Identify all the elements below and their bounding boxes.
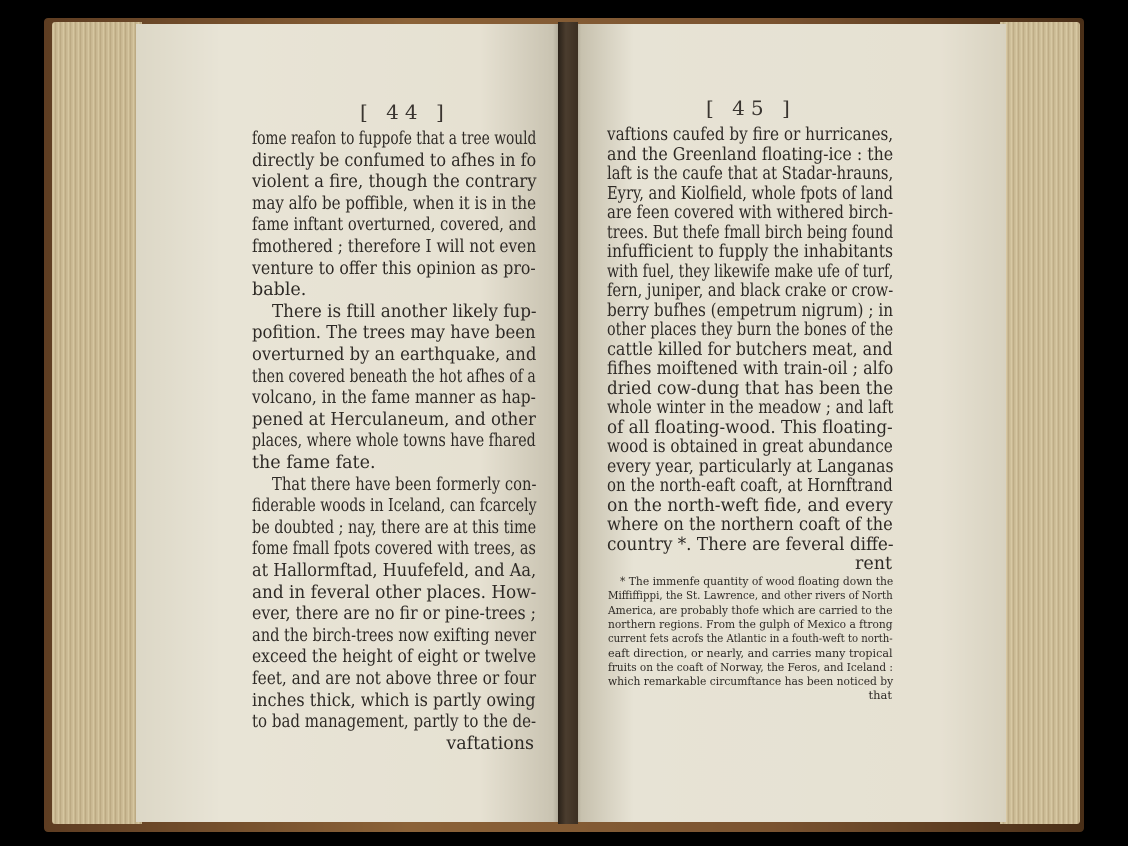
text-line: on the north-eaft coaft, at Hornftrand (607, 476, 893, 496)
text-line: pofition. The trees may have been (252, 323, 536, 344)
text-line: where on the northern coaft of the (607, 515, 893, 535)
text-line: trees. But thefe fmall birch being found (607, 222, 894, 243)
text-line: fmothered ; therefore I will not even (252, 237, 537, 257)
text-line: Eyry, and Kiolfield, whole fpots of land (607, 183, 894, 204)
text-line: berry bufhes (empetrum nigrum) ; in (607, 300, 894, 321)
text-line: vaftions caufed by fire or hurricanes, (607, 125, 894, 145)
text-line: places, where whole towns have fhared (252, 431, 536, 452)
text-line: every year, particularly at Langanas (607, 456, 894, 477)
text-line: overturned by an earthquake, and (252, 345, 537, 365)
footnote-line: current fets acrofs the Atlantic in a fouth-weft to north- (608, 631, 893, 646)
footnote-line: northern regions. From the gulph of Mexico a ftrong (608, 616, 893, 631)
text-line: inches thick, which is partly owing (252, 690, 536, 711)
text-line: to bad management, partly to the de- (252, 712, 537, 733)
text-line: ever, there are no fir or pine-trees ; (252, 604, 536, 625)
text-line: fifhes moiftened with train-oil ; alfo (607, 359, 894, 379)
text-line: and the birch-trees now exifting never (252, 625, 537, 646)
text-line: and in feveral other places. How- (252, 582, 537, 603)
text-line: exceed the height of eight or twelve (252, 647, 537, 668)
text-line: of all floating-wood. This floating- (607, 417, 893, 438)
right-page-number: [ 45 ] (706, 96, 796, 120)
text-line: directly be confumed to afhes in fo (252, 150, 537, 171)
text-line: whole winter in the meadow ; and laft (607, 398, 894, 418)
right-page-edges (1000, 22, 1080, 824)
footnote-line: that (868, 688, 892, 703)
text-line: are feen covered with withered birch- (607, 203, 894, 223)
text-line: rent (854, 554, 892, 574)
text-line: on the north-weft fide, and every (607, 495, 893, 516)
footnote-line: * The immenfe quantity of wood floating down the (620, 574, 894, 588)
text-line: feet, and are not above three or four (252, 669, 537, 689)
text-line: venture to offer this opinion as pro- (252, 258, 536, 279)
text-line: fome fmall fpots covered with trees, as (252, 539, 536, 560)
text-line: cattle killed for butchers meat, and (607, 339, 893, 360)
text-line: with fuel, they likewife make ufe of turf, (607, 261, 894, 282)
text-line: fiderable woods in Iceland, can fcarcely (252, 496, 537, 517)
text-line: may alfo be poffible, when it is in the (252, 193, 537, 214)
text-line: wood is obtained in great abundance (607, 437, 893, 457)
text-line: dried cow-dung that has been the (607, 378, 894, 399)
text-line: fame inftant overturned, covered, and (252, 215, 537, 236)
text-line: There is ftill another likely fup- (272, 301, 537, 322)
book-gutter (558, 22, 578, 824)
text-line: vaftations (446, 733, 534, 754)
text-line: fome reafon to fuppofe that a tree would (252, 129, 537, 149)
text-line: other places they burn the bones of the (607, 320, 894, 340)
text-line: That there have been formerly con- (272, 474, 537, 495)
footnote-line: eaft direction, or nearly, and carries many tropical (608, 645, 893, 660)
footnote-line: which remarkable circumftance has been noticed by (608, 674, 894, 689)
text-line: bable. (252, 280, 307, 301)
footnote-line: Miffiffippi, the St. Lawrence, and other rivers of North (608, 588, 893, 603)
text-line: pened at Herculaneum, and other (252, 409, 536, 430)
text-line: and the Greenland floating-ice : the (607, 144, 894, 165)
left-page-number: [ 44 ] (360, 100, 450, 124)
text-line: volcano, in the fame manner as hap- (252, 388, 536, 409)
text-line: at Hallormftad, Huufefeld, and Aa, (252, 561, 537, 581)
text-line: infufficient to fupply the inhabitants (607, 242, 893, 262)
footnote-line: America, are probably thofe which are carried to the (608, 602, 893, 617)
text-line: be doubted ; nay, there are at this time (252, 517, 537, 538)
text-line: the fame fate. (252, 453, 376, 473)
text-line: fern, juniper, and black crake or crow- (607, 281, 894, 301)
text-line: laft is the caufe that at Stadar-hrauns, (607, 164, 894, 184)
text-line: then covered beneath the hot afhes of a (252, 366, 536, 387)
footnote-line: fruits on the coaft of Norway, the Feros, and Iceland : (608, 659, 893, 674)
left-page-edges (52, 22, 142, 824)
text-line: violent a fire, though the contrary (252, 172, 537, 193)
text-line: country *. There are feveral diffe- (607, 534, 894, 555)
